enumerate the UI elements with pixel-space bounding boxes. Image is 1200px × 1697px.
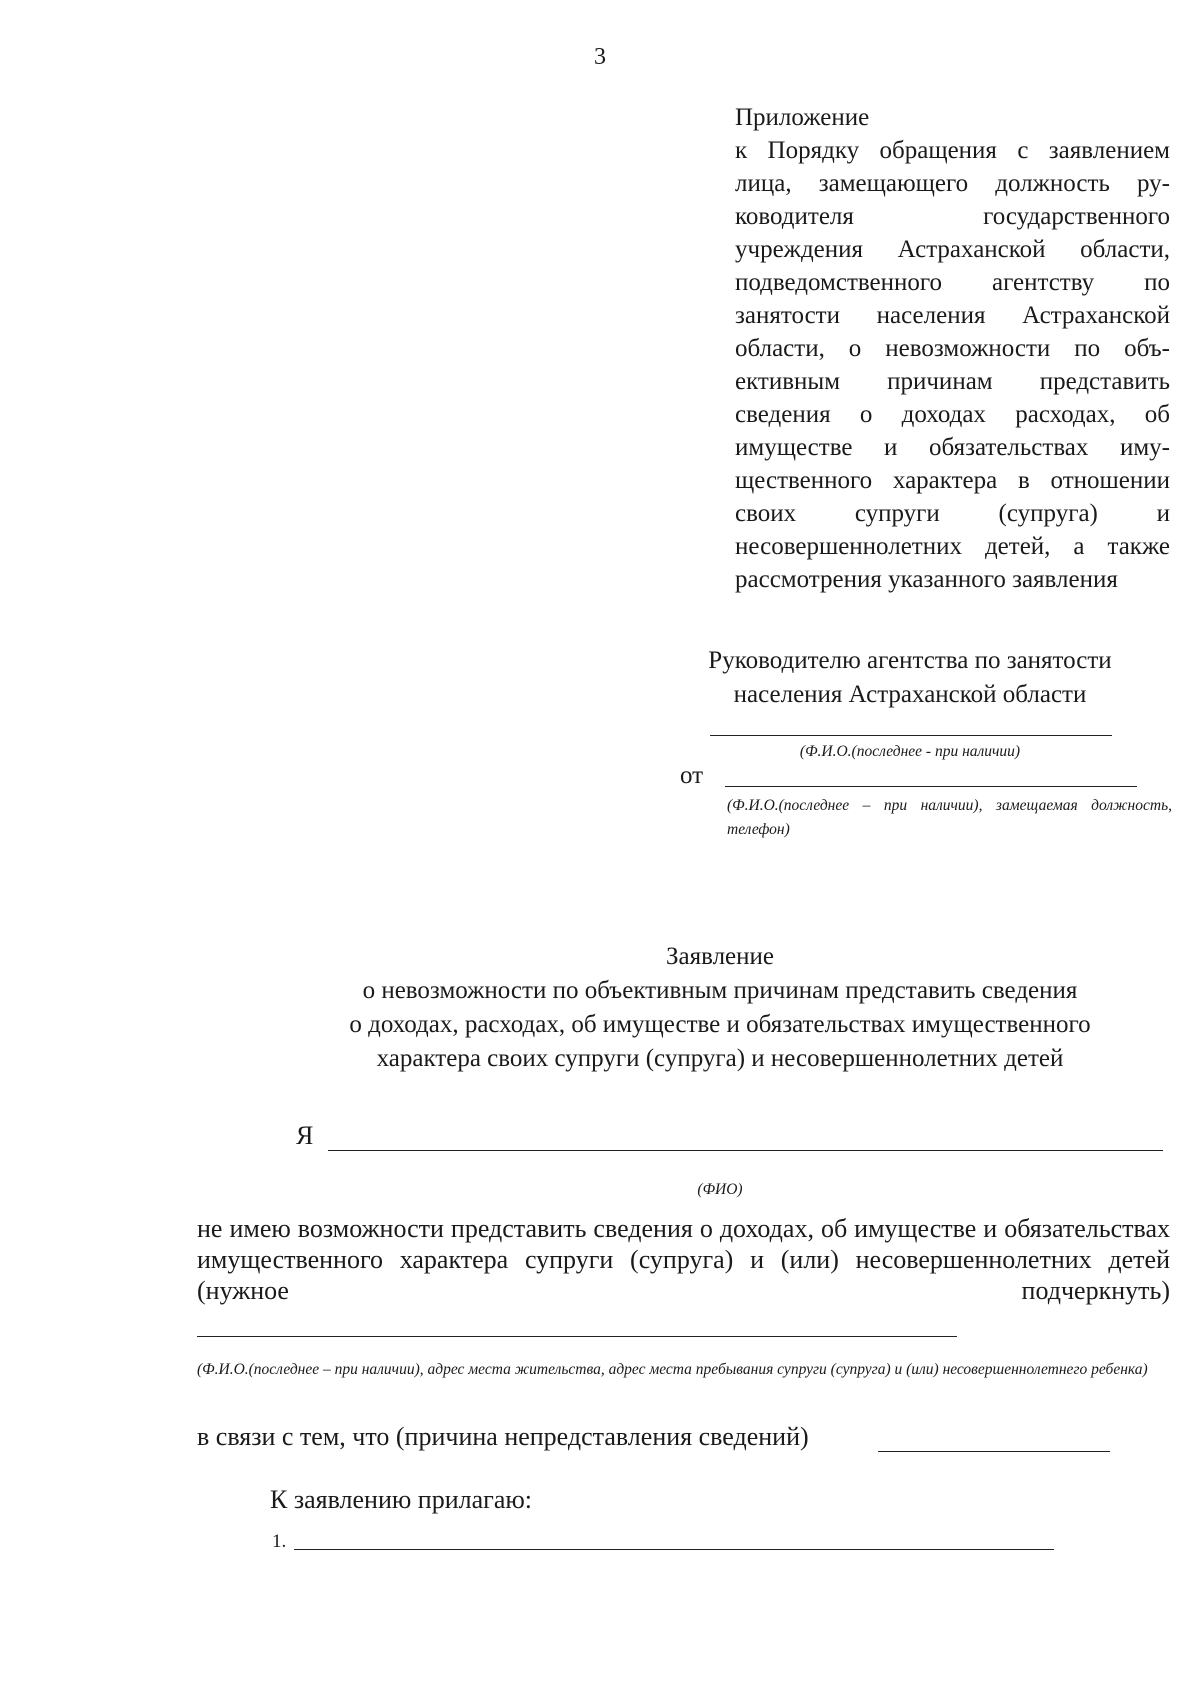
applicant-fio-caption: (ФИО) bbox=[697, 1181, 743, 1198]
attachment-item-1-number: 1. bbox=[272, 1531, 287, 1552]
applicant-i-label: Я bbox=[296, 1121, 314, 1150]
addressee-block bbox=[670, 644, 1150, 712]
statement-subtitle-2: о доходах, расходах, об имуществе и обязательствах имущественного bbox=[349, 1011, 1091, 1038]
statement-subtitle-1: о невозможности по объективным причинам представить сведения bbox=[362, 977, 1078, 1004]
reason-text: в связи с тем, что (причина непредставления сведений) bbox=[197, 1422, 809, 1451]
page-number: 3 bbox=[594, 44, 606, 70]
attachment-item-1-line bbox=[294, 1549, 1054, 1550]
appendix-title: Приложение bbox=[735, 104, 870, 131]
addressee-line-2: населения Астраханской области bbox=[733, 681, 1087, 708]
appendix-text: к Порядку обращения с заявлением лица, замещающего должность руководителя государственного учреждения Астраханской области, подведомственного агентству по занятости населения Астраханской области, о невозможности по объективным причинам представить сведения о доходах расходах, об имуществе и обязательствах имущественного характера в отношении своих супруги (супруга) и несовершеннолетних детей, а также рассмотрения указанного заявления bbox=[735, 137, 1170, 593]
reason-line bbox=[878, 1451, 1110, 1452]
statement-heading bbox=[190, 940, 1200, 1076]
statement-subtitle-3: характера своих супруги (супруга) и несовершеннолетних детей bbox=[376, 1045, 1064, 1072]
appendix-block bbox=[735, 101, 1170, 596]
person-details-caption: (Ф.И.О.(последнее – при наличии), адрес места жительства, адрес места пребывания супруги (супруга) и (или) несовершеннолетнего ребенка) bbox=[197, 1361, 1148, 1378]
addressee-line-1: Руководителю агентства по занятости bbox=[708, 647, 1112, 674]
applicant-fio-line bbox=[328, 1150, 1163, 1151]
from-caption: (Ф.И.О.(последнее – при наличии), замещаемая должность, телефон) bbox=[727, 797, 1172, 838]
person-details-line bbox=[197, 1336, 957, 1337]
head-fio-caption: (Ф.И.О.(последнее - при наличии) bbox=[799, 743, 1021, 760]
from-line bbox=[725, 786, 1137, 787]
from-label: от bbox=[680, 762, 704, 789]
attachment-label: К заявлению прилагаю: bbox=[270, 1485, 533, 1514]
head-fio-line bbox=[710, 735, 1112, 736]
statement-title: Заявление bbox=[665, 943, 775, 970]
statement-body-text: не имею возможности представить сведения о доходах, об имуществе и обязательствах имущественного характера супруги (супруга) и (или) несовершеннолетних детей (нужное подчеркнуть) bbox=[197, 1214, 1170, 1305]
